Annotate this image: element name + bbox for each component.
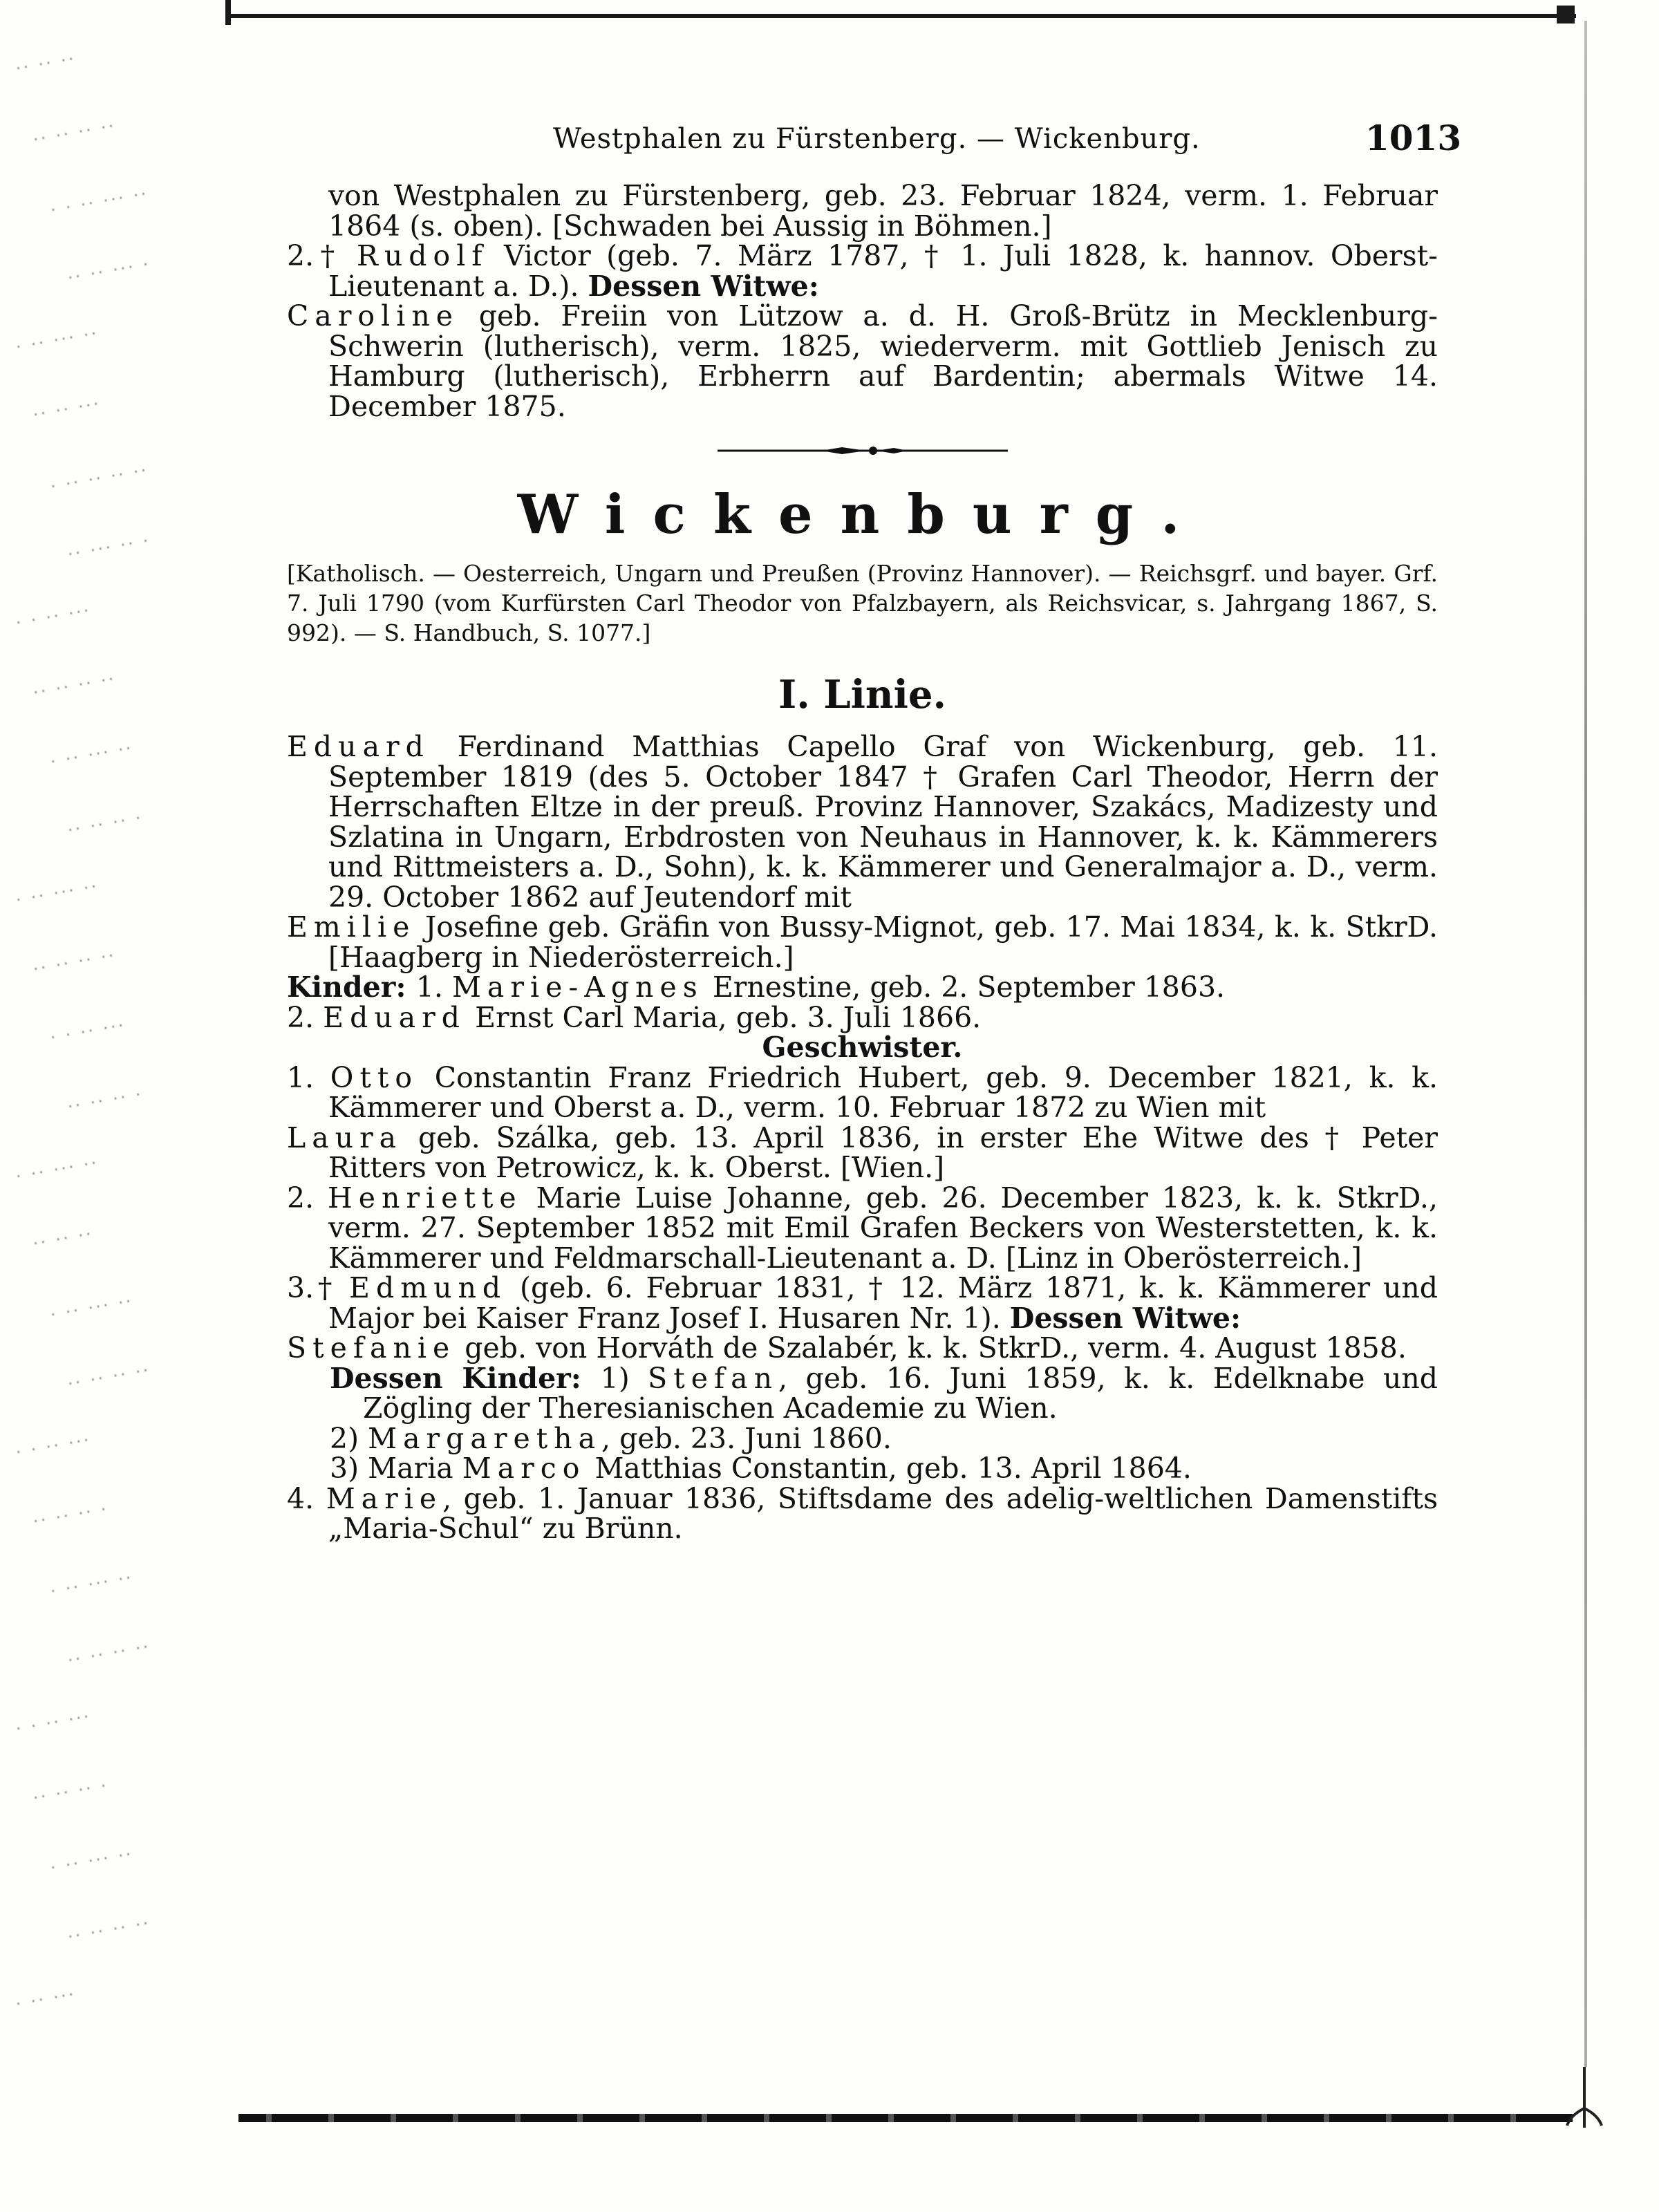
westphalen-cont-line2: Februar 1864 (s. oben). [Schwaden bei Aussig in Böhmen.] bbox=[328, 179, 1438, 243]
entry-rudolf bbox=[287, 241, 1438, 301]
entry-eduard bbox=[287, 732, 1438, 912]
entry-number: 1. bbox=[287, 1060, 330, 1094]
bleed-through-line: · ·· ··· ·· bbox=[47, 1292, 133, 1324]
entry-number: 3.† bbox=[287, 1271, 350, 1304]
bleed-through-line: · ·· ··· ·· bbox=[47, 1568, 133, 1600]
person-name-henriette: Henriette bbox=[328, 1181, 523, 1215]
bleed-through-line: ·· ·· ·· · bbox=[64, 1085, 143, 1116]
bleed-through-line: · ·· ··· ·· bbox=[12, 1154, 99, 1185]
sibling-entry-2 bbox=[287, 1183, 1438, 1274]
bleed-through-line: · ·· ··· ·· bbox=[47, 1845, 133, 1877]
bleed-through-line: ·· ·· ·· ·· bbox=[30, 117, 116, 149]
entry-text: Maria bbox=[368, 1452, 462, 1485]
bleed-through-line: ·· ·· ·· · bbox=[64, 809, 143, 839]
person-name-edmund: Edmund bbox=[349, 1271, 507, 1304]
person-name-emilie: Emilie bbox=[287, 910, 416, 944]
bleed-through-line: ·· ·· ·· ·· bbox=[64, 1361, 151, 1393]
sibling-entry-1 bbox=[287, 1060, 1438, 1124]
bleed-through-line: ·· ·· ·· · bbox=[30, 1500, 109, 1530]
entry-number: 2. bbox=[287, 1181, 328, 1215]
top-rule bbox=[228, 14, 1576, 18]
widow-label: Dessen Witwe: bbox=[588, 269, 819, 303]
entry-stefanie bbox=[287, 1333, 1438, 1364]
entry-number: 4. bbox=[287, 1481, 326, 1515]
bleed-through-line: · · ·· ··· bbox=[12, 1431, 91, 1461]
entry-text: Victor (geb. 7. März 1787, † 1. Juli 1828, k. hannov. Oberst-Lieutenant a. D.). bbox=[328, 239, 1438, 303]
right-page-edge bbox=[1584, 21, 1587, 2067]
sibling-entry-4 bbox=[287, 1481, 1438, 1545]
person-name-stefan: Stefan bbox=[648, 1361, 779, 1395]
person-name-marco: Marco bbox=[462, 1452, 586, 1485]
bleed-through-line: · ·· ·· ·· ·· bbox=[48, 461, 149, 496]
bleed-through-line: · · ·· ··· bbox=[12, 1707, 91, 1738]
westphalen-continuation bbox=[287, 181, 1438, 241]
entry-number: 1. bbox=[415, 971, 452, 1004]
bleed-through-line: · ·· ··· bbox=[12, 1985, 76, 2013]
bleed-through-line: ·· ·· ··· bbox=[30, 395, 101, 424]
bleed-through-line: · ·· ··· ·· bbox=[12, 877, 99, 909]
person-name-otto: Otto bbox=[330, 1060, 419, 1094]
entry-text: Constantin Franz Friedrich Hubert, geb. 9. December 1821, k. k. Kämmerer und Oberst a. D., verm. 10. Februar 1872 zu Wien mit bbox=[328, 1060, 1438, 1124]
westphalen-cont-line1: von Westphalen zu Fürstenberg, geb. 23. Februar 1824, verm. 1. bbox=[328, 179, 1309, 212]
bleed-through-line: · · ·· ··· ·· bbox=[48, 185, 149, 219]
entry-text: Ernst Carl Maria, geb. 3. Juli 1866. bbox=[466, 1000, 982, 1034]
siblings-heading: Geschwister. bbox=[762, 1031, 963, 1064]
person-name-eduard: Eduard bbox=[287, 730, 430, 763]
bleed-through-line: ·· ·· ·· ·· bbox=[64, 1914, 151, 1946]
person-name-stefanie: Stefanie bbox=[287, 1331, 456, 1365]
entry-text: Ernestine, geb. 2. September 1863. bbox=[703, 971, 1226, 1004]
bleed-through-line: ·· ·· ·· · bbox=[30, 1777, 109, 1807]
widow-label: Dessen Witwe: bbox=[1009, 1301, 1241, 1335]
entry-emilie bbox=[287, 912, 1438, 973]
entry-number: 2) bbox=[330, 1421, 368, 1455]
bleed-through-line: ·· ·· ·· ·· bbox=[64, 1638, 151, 1669]
page-content bbox=[287, 181, 1438, 1544]
children-entry-2 bbox=[287, 1000, 1438, 1034]
bleed-through-line: · · ·· ··· bbox=[47, 1016, 126, 1047]
children-label: Kinder: bbox=[287, 971, 416, 1004]
bleed-through-line: ·· ··· ·· · bbox=[64, 532, 151, 563]
bleed-through-line: ·· ·· ·· bbox=[12, 50, 76, 77]
stefanie-children-2 bbox=[287, 1421, 1438, 1455]
stefanie-children-3 bbox=[287, 1454, 1438, 1484]
entry-number: 2. bbox=[287, 1000, 324, 1034]
margin-bleed-through bbox=[0, 14, 249, 2074]
entry-text: Ferdinand Matthias Capello Graf von Wickenburg, geb. 11. September 1819 (des 5. October 1847 † Grafen Carl Theodor, Herrn der Herrschaften Eltze in der preuß. Provinz Hannover, Szakács, Madizesty und Szlatina in Ungarn, Erbdrosten von Neuhaus in Hannover, k. k. Kämmerers und Rittmeisters a. D., Sohn), k. k. Kämmerer und Generalmajor a. D., verm. 29. October 1862 auf Jeutendorf mit bbox=[328, 730, 1438, 914]
entry-text: Matthias Constantin, geb. 13. April 1864. bbox=[585, 1452, 1192, 1485]
entry-text: (geb. 6. Februar 1831, † 12. März 1871, k. k. Kämmerer und Major bei Kaiser Franz Josef I. Husaren Nr. 1). bbox=[328, 1271, 1438, 1335]
entry-number: 3) bbox=[330, 1452, 368, 1485]
person-name-marie-agnes: Marie-Agnes bbox=[451, 971, 704, 1004]
corner-flourish-icon bbox=[1564, 2067, 1605, 2129]
person-name-caroline: Caroline bbox=[287, 299, 459, 332]
person-name-margaretha: Margaretha bbox=[368, 1421, 602, 1455]
family-title: Wickenburg. bbox=[517, 483, 1208, 546]
entry-text: Josefine geb. Gräfin von Bussy-Mignot, geb. 17. Mai 1834, k. k. StkrD. [Haagberg in Niederösterreich.] bbox=[328, 910, 1438, 974]
entry-text: geb. Szálka, geb. 13. April 1836, in erster Ehe Witwe des † Peter Ritters von Petrowicz, k. k. Oberst. [Wien.] bbox=[328, 1121, 1438, 1184]
page-number: 1013 bbox=[1365, 118, 1462, 158]
person-name-eduard-jr: Eduard bbox=[323, 1000, 467, 1034]
sibling-entry-3 bbox=[287, 1273, 1438, 1333]
bleed-through-line: ·· ·· ··· · bbox=[64, 255, 151, 287]
stefanie-children-1 bbox=[287, 1361, 1438, 1425]
top-rule-right-mark bbox=[1557, 6, 1575, 24]
entry-text: geb. Freiin von Lützow a. d. H. Groß-Brütz in Mecklenburg-Schwerin (lutherisch), verm. 1825, wiederverm. mit Gottlieb Jenisch zu Hamburg (lutherisch), Erbherrn auf Bardentin; abermals Witwe 14. December 1875. bbox=[328, 299, 1438, 423]
children-label: Dessen Kinder: bbox=[330, 1361, 601, 1395]
person-name-rudolf: Rudolf bbox=[356, 239, 489, 272]
children-entry-1 bbox=[287, 973, 1438, 1003]
bottom-rule bbox=[238, 2114, 1573, 2122]
bleed-through-line: ·· ·· ·· ·· bbox=[30, 670, 116, 702]
entry-laura bbox=[287, 1123, 1438, 1183]
family-intro: [Katholisch. — Oesterreich, Ungarn und Preußen (Provinz Hannover). — Reichsgrf. und bayer. Grf. 7. Juli 1790 (vom Kurfürsten Carl Theodor von Pfalzbayern, als Reichsvicar, s. Jahrgang 1867, S. 992). — S. Handbuch, S. 1077.] bbox=[287, 560, 1438, 646]
entry-text: , geb. 16. Juni 1859, k. k. Edelknabe und Zögling der Theresianischen Academie zu Wien. bbox=[363, 1361, 1438, 1425]
section-title-line-1: I. Linie. bbox=[778, 672, 946, 718]
bleed-through-line: ·· ·· ·· bbox=[30, 1225, 93, 1253]
person-name-marie: Marie bbox=[326, 1481, 443, 1515]
person-name-laura: Laura bbox=[287, 1121, 403, 1154]
entry-number: 1) bbox=[600, 1361, 648, 1395]
entry-text: , geb. 23. Juni 1860. bbox=[601, 1421, 892, 1455]
bleed-through-line: · ·· ··· ·· bbox=[12, 324, 99, 356]
entry-text: Marie Luise Johanne, geb. 26. December 1823, k. k. StkrD., verm. 27. September 1852 mit Emil Grafen Beckers von Westerstetten, k. k. Kämmerer und Feldmarschall-Lieutenant a. D. [Linz in Oberösterreich.] bbox=[328, 1181, 1438, 1275]
entry-text: , geb. 1. Januar 1836, Stiftsdame des adelig-weltlichen Damenstifts „Maria-Schul“ zu Brünn. bbox=[328, 1481, 1438, 1545]
bleed-through-line: ·· ·· ·· ·· bbox=[30, 946, 116, 978]
entry-text: geb. von Horváth de Szalabér, k. k. StkrD., verm. 4. August 1858. bbox=[456, 1331, 1407, 1365]
bleed-through-line: · ·· ··· ·· bbox=[47, 739, 133, 771]
entry-number: 2.† bbox=[287, 239, 357, 272]
entry-caroline bbox=[287, 301, 1438, 422]
running-header: Westphalen zu Fürstenberg. — Wickenburg. bbox=[553, 123, 1201, 155]
ornamental-divider bbox=[718, 445, 1008, 456]
bleed-through-line: · · ·· ··· bbox=[12, 601, 91, 632]
